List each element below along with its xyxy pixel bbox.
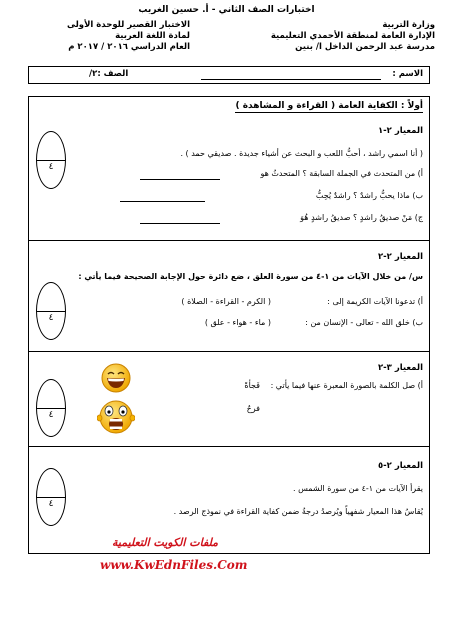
criterion-2-instruction: س/ من خلال الآيات من ١-٤ من سورة العلق ، ضع دائرة حول الإجابة الصحيحة فيما يأتي :: [78, 272, 423, 281]
criterion-4-label: المعيار ٢-٥: [377, 461, 423, 471]
subject-label: لمادة اللغة العربية: [115, 31, 190, 41]
match-word-1[interactable]: فَجأةً: [244, 381, 260, 390]
laughing-face-icon[interactable]: [100, 362, 132, 394]
score-3: ٤: [48, 410, 54, 420]
district-label: الإدارة العامة لمنطقة الأحمدي التعليمية: [270, 31, 435, 41]
screaming-face-icon[interactable]: [97, 398, 135, 436]
criterion-2-options-a[interactable]: ( الكرم - القراءة - الصلاة ): [181, 297, 271, 306]
criterion-1-passage: ( أنا اسمي راشد ، أحبُّ اللعب و البحث عن أشياء جديدة . صديقي حمد ) .: [180, 149, 423, 158]
criterion-2-question-b: ب) خلق الله - تعالى - الإنسان من :: [305, 318, 423, 327]
exam-title: الاختبار القصير للوحدة الأولى: [67, 20, 190, 30]
section-title: أولاً : الكفاية العامة ( القراءة و المشاهدة ): [235, 101, 423, 111]
criterion-1-question-b: ب) ماذا يحبُّ راشدٌ ؟ راشدٌ يُحِبُّ: [315, 191, 423, 200]
criterion-4-line-2: يُقاسُ هذا المعيار شفهياً ويُرصدُ درجةُ ضمن كفاية القراءة في نموذج الرصد .: [173, 507, 423, 516]
score-4: ٤: [48, 499, 54, 509]
ministry-label: وزارة التربية: [382, 20, 435, 30]
score-1: ٤: [48, 162, 54, 172]
criterion-1-label: المعيار ٢-١: [377, 126, 423, 136]
page-title: اختبارات الصف الثاني - أ. حسين الغريب: [138, 5, 315, 15]
class-label: الصف :٢/: [89, 69, 129, 79]
header-right: [215, 20, 435, 53]
criterion-1-question-c: ج) مَنْ صديقُ راشدٍ ؟ صديقُ راشدٍ هُوَ: [300, 213, 423, 222]
criterion-2-options-b[interactable]: ( ماء - هواء - علق ): [204, 318, 271, 327]
score-oval-1: [36, 131, 66, 189]
name-label: الاسم :: [392, 69, 423, 79]
answer-line-a[interactable]: [140, 179, 220, 180]
criterion-3-label: المعيار ٣-٢: [377, 363, 423, 373]
criterion-2-label: المعيار ٢-٢: [377, 252, 423, 262]
school-label: مدرسة عبد الرحمن الداخل ا/ بنين: [295, 42, 435, 52]
name-field[interactable]: [201, 79, 381, 80]
criterion-2-question-a: أ) تدعونا الآيات الكريمة إلى :: [327, 297, 423, 306]
answer-line-c[interactable]: [140, 223, 220, 224]
watermark-url: www.KwEdnFiles.Com: [100, 558, 248, 572]
score-oval-3: [36, 379, 66, 437]
year-label: العام الدراسي ٢٠١٦ / ٢٠١٧ م: [68, 42, 190, 52]
score-2: ٤: [48, 313, 54, 323]
score-oval-2: [36, 282, 66, 340]
criterion-4-line-1: يقرأ الآيات من ١-٤ من سورة الشمس .: [293, 484, 423, 493]
header-left: [40, 20, 190, 53]
divider-3: [28, 446, 430, 447]
criterion-1-question-a: أ) من المتحدث في الجملة السابقة ؟ المتحدثُ هو: [260, 169, 423, 178]
score-oval-4: [36, 468, 66, 526]
divider-1: [28, 240, 430, 241]
divider-2: [28, 351, 430, 352]
watermark-arabic: ملفات الكويت التعليمية: [112, 536, 219, 549]
criterion-3-instruction: أ) صل الكلمة بالصورة المعبرة عنها فيما يأتي :: [270, 381, 423, 390]
student-info-row: [28, 66, 430, 84]
match-word-2[interactable]: فرحٌ: [246, 404, 260, 413]
answer-line-b[interactable]: [120, 201, 205, 202]
